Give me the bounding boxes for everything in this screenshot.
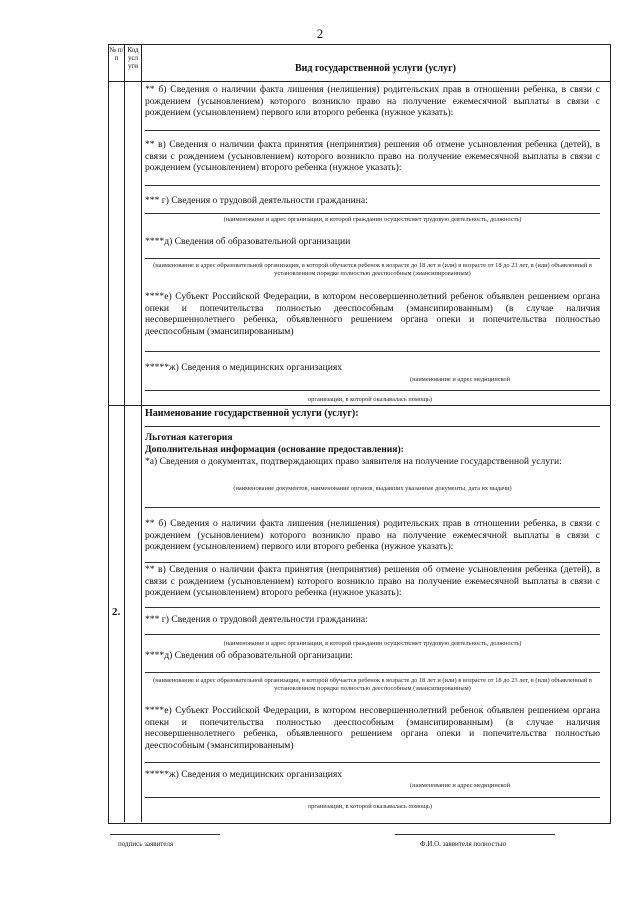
header-col-title: Вид государственной услуги (услуг) xyxy=(294,63,457,74)
row1-fill-line xyxy=(145,351,600,352)
row2-item-e: ****е) Субъект Российской Федерации, в котором несовершеннолетний ребенок объявлен решением органа опеки и попечительства полностью дееспособным (эмансипированным) (в случае наличия несовершеннолетнего ребенка, объявленного решением органа опеки и попечительства полностью дееспособным (эмансипированным) xyxy=(145,705,600,751)
row2-item-v: ** в) Сведения о наличии факта принятия (непринятия) решения об отмене усыновления ребенка (детей), в связи с рождением (усыновлением) которого возникло право на получение ежемесячной выплаты в связи с рождением (усыновлением) второго ребенка (нужное указать): xyxy=(145,564,600,599)
row1-caption-zh-2: организации, в которой оказывалась помощь) xyxy=(307,396,433,403)
row1-fill-line xyxy=(145,130,600,131)
row2-item-g: *** г) Сведения о трудовой деятельности гражданина: xyxy=(145,614,368,625)
row2-item-a: *а) Сведения о документах, подтверждающих право заявителя на получение государственной услуги: xyxy=(145,456,562,467)
row1-caption-zh-1: (наименование и адрес медицинской xyxy=(409,376,511,383)
row2-fill-line xyxy=(145,762,600,763)
row1-fill-line xyxy=(145,258,600,259)
row1-item-e: ****е) Субъект Российской Федерации, в котором несовершеннолетний ребенок объявлен решением органа опеки и попечительства полностью дееспособным (эмансипированным) (в случае наличия несовершеннолетнего ребенка, объявленного решением органа опеки и попечительства полностью дееспособным (эмансипированным) xyxy=(145,291,600,337)
signature-line xyxy=(110,834,220,835)
row2-fill-line xyxy=(145,507,600,508)
row1-caption-d: (наименование и адрес образовательной организации, в которой обучается ребенок в возрасте до 18 лет и (или) в возрасте от 18 до 23 лет, в (или) объявленный в установленном порядке полностью дееспособным (эмансипированным) xyxy=(153,262,592,277)
row2-caption-g: (наименование и адрес организации, в которой гражданин осуществляет трудовую деятельность, должность) xyxy=(223,640,522,647)
row2-fill-line xyxy=(145,562,600,563)
row1-item-b: ** б) Сведения о наличии факта лишения (нелишения) родительских прав в отношении ребенка, в связи с рождением (усыновлением) которого возникло право на получение ежемесячной выплаты в связи с рождением (усыновлением) первого или второго ребенка (нужное указать): xyxy=(145,84,600,119)
full-name-caption: Ф.И.О. заявителя полностью xyxy=(420,840,507,848)
header-divider xyxy=(108,81,610,82)
header-col-number: № п/ п xyxy=(109,46,124,62)
row2-fill-line xyxy=(145,797,600,798)
row2-extra-info: Дополнительная информация (основание предоставления): xyxy=(145,444,404,455)
page-number: 2 xyxy=(316,26,324,41)
row2-caption-a: (наименование документов, наименование органов, выдавших указанные документы, дата их выдачи) xyxy=(233,485,512,492)
row2-fill-line xyxy=(145,607,600,608)
row2-fill-line xyxy=(145,634,600,635)
row2-item-d: ****д) Сведения об образовательной организации: xyxy=(145,650,353,661)
header-col-code: Код усл уги xyxy=(127,46,139,70)
row1-item-g: *** г) Сведения о трудовой деятельности гражданина: xyxy=(145,195,368,206)
row1-item-zh: *****ж) Сведения о медицинских организациях xyxy=(145,362,343,373)
row2-item-b: ** б) Сведения о наличии факта лишения (нелишения) родительских прав в отношении ребенка, в связи с рождением (усыновлением) которого возникло право на получение ежемесячной выплаты в связи с рождением (усыновлением) первого или второго ребенка (нужное указать): xyxy=(145,518,600,553)
row2-fill-line xyxy=(145,672,600,673)
row2-caption-d: (наименование и адрес образовательной организации, в которой обучается ребенок в возрасте до 18 лет и (или) в возрасте от 18 до 23 лет, в (или) объявленный в установленном порядке полностью дееспособным (эмансипированным) xyxy=(153,677,592,692)
row-divider xyxy=(108,405,610,406)
row1-caption-g: (наименование и адрес организации, в которой гражданин осуществляет трудовую деятельность, должность) xyxy=(223,216,522,223)
column-divider-1 xyxy=(124,44,125,822)
row2-caption-zh-1: (наименование и адрес медицинской xyxy=(409,782,511,789)
row1-item-v: ** в) Сведения о наличии факта принятия (непринятия) решения об отмене усыновления ребенка (детей), в связи с рождением (усыновлением) которого возникло право на получение ежемесячной выплаты в связи с рождением (усыновлением) второго ребенка (нужное указать): xyxy=(145,139,600,174)
row1-item-d: ****д) Сведения об образовательной организации xyxy=(145,236,351,247)
column-divider-2 xyxy=(141,44,142,822)
row2-number: 2. xyxy=(112,606,121,618)
row2-service-name: Наименование государственной услуги (услуг): xyxy=(145,408,359,419)
row1-fill-line xyxy=(145,213,600,214)
full-name-line xyxy=(395,834,555,835)
row2-item-zh: *****ж) Сведения о медицинских организациях xyxy=(145,769,343,780)
row2-fill-line xyxy=(145,426,600,427)
row2-caption-zh-2: организации, в которой оказывалась помощь) xyxy=(307,803,433,810)
row1-fill-line xyxy=(145,390,600,391)
row1-fill-line xyxy=(145,185,600,186)
row2-category: Льготная категория xyxy=(145,432,233,443)
signature-caption: подпись заявителя xyxy=(118,840,174,848)
